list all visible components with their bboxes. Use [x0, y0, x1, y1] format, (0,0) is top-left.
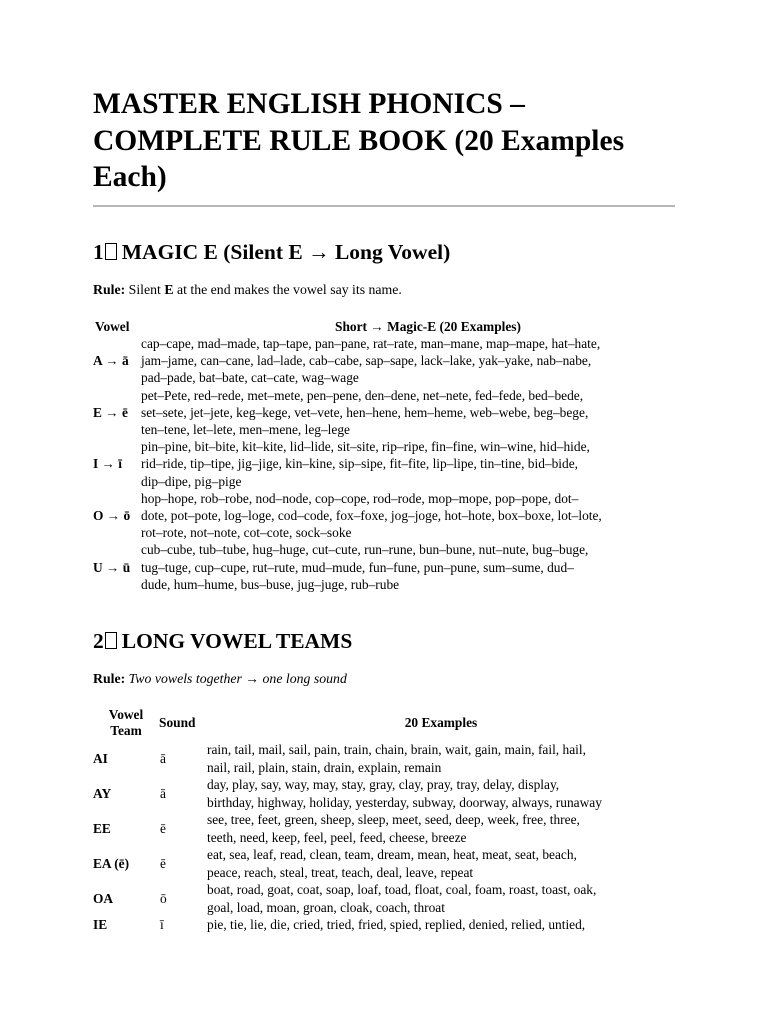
sound-cell: ē: [160, 820, 166, 836]
missing-glyph-icon: [105, 632, 117, 649]
section-2-title: LONG VOWEL TEAMS: [121, 629, 353, 653]
examples-line: pie, tie, lie, die, cried, tried, fried, spied, replied, denied, relied, untied,: [207, 917, 586, 932]
column-header-sound: Sound: [159, 715, 196, 730]
examples-cell: [207, 811, 675, 846]
vowel-team-cell: IE: [93, 917, 108, 932]
examples-cell: [141, 335, 675, 387]
section-2-rule: [93, 670, 347, 687]
examples-line: cub–cube, tub–tube, hug–huge, cut–cute, run–rune, bun–bune, nut–nute, bug–buge,: [141, 542, 589, 558]
sound-cell: ī: [160, 917, 164, 932]
examples-line: rot–rote, not–note, cot–cote, sock–soke: [141, 525, 352, 541]
examples-line: goal, load, moan, groan, cloak, coach, throat: [207, 899, 445, 915]
examples-line: cap–cape, mad–made, tap–tape, pan–pane, rat–rate, man–mane, map–mape, hat–hate,: [141, 336, 601, 351]
section-1-rule: [93, 281, 402, 298]
table-row: [93, 741, 675, 776]
examples-line: tug–tuge, cup–cupe, rut–rute, mud–mude, fun–fune, pun–pune, sum–sume, dud–: [141, 559, 574, 575]
examples-cell: [207, 741, 675, 776]
table-row: [93, 916, 675, 933]
vowel-team-cell: AI: [93, 750, 108, 766]
examples-line: rid–ride, tip–tipe, jig–jige, kin–kine, sip–sipe, fit–fite, lip–lipe, tin–tine, bid–bide,: [141, 456, 578, 472]
rule-label: Rule:: [93, 282, 126, 297]
examples-line: birthday, highway, holiday, yesterday, subway, doorway, always, runaway: [207, 794, 602, 810]
examples-cell: [141, 541, 675, 593]
rule-text-part: Silent: [128, 282, 165, 297]
examples-line: nail, rail, plain, stain, drain, explain, remain: [207, 759, 442, 775]
examples-cell: [141, 490, 675, 542]
column-header-vowel-team: Vowel Team: [108, 707, 144, 738]
section-2-number: 2: [93, 629, 104, 653]
examples-cell: [207, 916, 675, 933]
column-header-vowel: Vowel: [95, 318, 130, 334]
magic-e-table: [93, 317, 675, 593]
table-row: [93, 335, 675, 387]
examples-line: rain, tail, mail, sail, pain, train, chain, brain, wait, gain, main, fail, hail,: [207, 742, 586, 758]
examples-line: hop–hope, rob–robe, nod–node, cop–cope, rod–rode, mop–mope, pop–pope, dot–: [141, 490, 579, 506]
document-title: MASTER ENGLISH PHONICS – COMPLETE RULE BOOK (20 Examples Each): [93, 88, 625, 193]
vowel-cell: I → ī: [93, 456, 123, 472]
column-header-examples: Short → Magic-E (20 Examples): [335, 318, 521, 334]
rule-label: Rule:: [93, 671, 126, 686]
table-row: [93, 541, 675, 593]
missing-glyph-icon: [105, 243, 117, 260]
examples-line: ten–tene, let–lete, men–mene, leg–lege: [141, 422, 350, 438]
table-row: [93, 776, 675, 811]
vowel-team-cell: AY: [93, 785, 112, 801]
table-header-row: [93, 317, 675, 335]
sound-cell: ē: [160, 855, 166, 871]
examples-line: set–sete, jet–jete, keg–kege, vet–vete, hen–hene, hem–heme, web–webe, beg–bege,: [141, 404, 589, 420]
horizontal-divider: [93, 205, 675, 207]
rule-text-bold: E: [164, 282, 174, 297]
section-1-title: MAGIC E (Silent E → Long Vowel): [121, 240, 451, 264]
section-1-heading: [93, 239, 450, 265]
examples-line: day, play, say, way, may, stay, gray, clay, pray, tray, delay, display,: [207, 777, 560, 793]
vowel-cell: O → ō: [93, 508, 131, 524]
rule-text-part: at the end makes the vowel say its name.: [173, 282, 402, 297]
table-row: [93, 811, 675, 846]
vowel-cell: U → ū: [93, 559, 131, 575]
examples-line: eat, sea, leaf, read, clean, team, dream, mean, heat, meat, seat, beach,: [207, 847, 577, 863]
table-row: [93, 438, 675, 490]
vowel-cell: A → ā: [93, 353, 129, 369]
table-row: [93, 881, 675, 916]
examples-line: pad–pade, bat–bate, cat–cate, wag–wage: [141, 370, 359, 386]
examples-cell: [141, 438, 675, 490]
section-2-heading: [93, 628, 352, 654]
examples-cell: [207, 776, 675, 811]
examples-line: see, tree, feet, green, sheep, sleep, meet, seed, deep, week, free, three,: [207, 812, 580, 828]
examples-line: teeth, need, keep, feel, peel, feed, cheese, breeze: [207, 829, 467, 845]
vowel-team-table: [93, 705, 675, 933]
sound-cell: ā: [160, 785, 166, 801]
examples-cell: [141, 387, 675, 439]
examples-line: boat, road, goat, coat, soap, loaf, toad, float, coal, foam, roast, toast, oak,: [207, 882, 597, 898]
examples-line: peace, reach, steal, treat, teach, deal, leave, repeat: [207, 864, 474, 880]
examples-line: dude, hum–hume, bus–buse, jug–juge, rub–rube: [141, 576, 400, 592]
sound-cell: ā: [160, 750, 166, 766]
examples-line: pin–pine, bit–bite, kit–kite, lid–lide, sit–site, rip–ripe, fin–fine, win–wine, hid–hide,: [141, 439, 590, 455]
vowel-cell: E → ē: [93, 404, 128, 420]
table-row: [93, 387, 675, 439]
examples-line: dip–dipe, pig–pige: [141, 473, 242, 489]
sound-cell: ō: [160, 890, 167, 906]
vowel-team-cell: EE: [93, 820, 111, 836]
table-header-row: [93, 705, 675, 741]
rule-text: Two vowels together → one long sound: [128, 671, 347, 686]
examples-cell: [207, 881, 675, 916]
examples-line: jam–jame, can–cane, lad–lade, cab–cabe, sap–sape, lack–lake, yak–yake, nab–nabe,: [141, 353, 592, 369]
table-row: [93, 846, 675, 881]
examples-cell: [207, 846, 675, 881]
examples-line: dote, pot–pote, log–loge, cod–code, fox–foxe, jog–joge, hot–hote, box–boxe, lot–lote,: [141, 508, 602, 524]
column-header-examples: 20 Examples: [404, 715, 478, 730]
table-row: [93, 490, 675, 542]
vowel-team-cell: OA: [93, 890, 114, 906]
examples-line: pet–Pete, red–rede, met–mete, pen–pene, den–dene, net–nete, fed–fede, bed–bede,: [141, 387, 584, 403]
vowel-team-cell: EA (ē): [93, 855, 130, 871]
section-1-number: 1: [93, 240, 104, 264]
